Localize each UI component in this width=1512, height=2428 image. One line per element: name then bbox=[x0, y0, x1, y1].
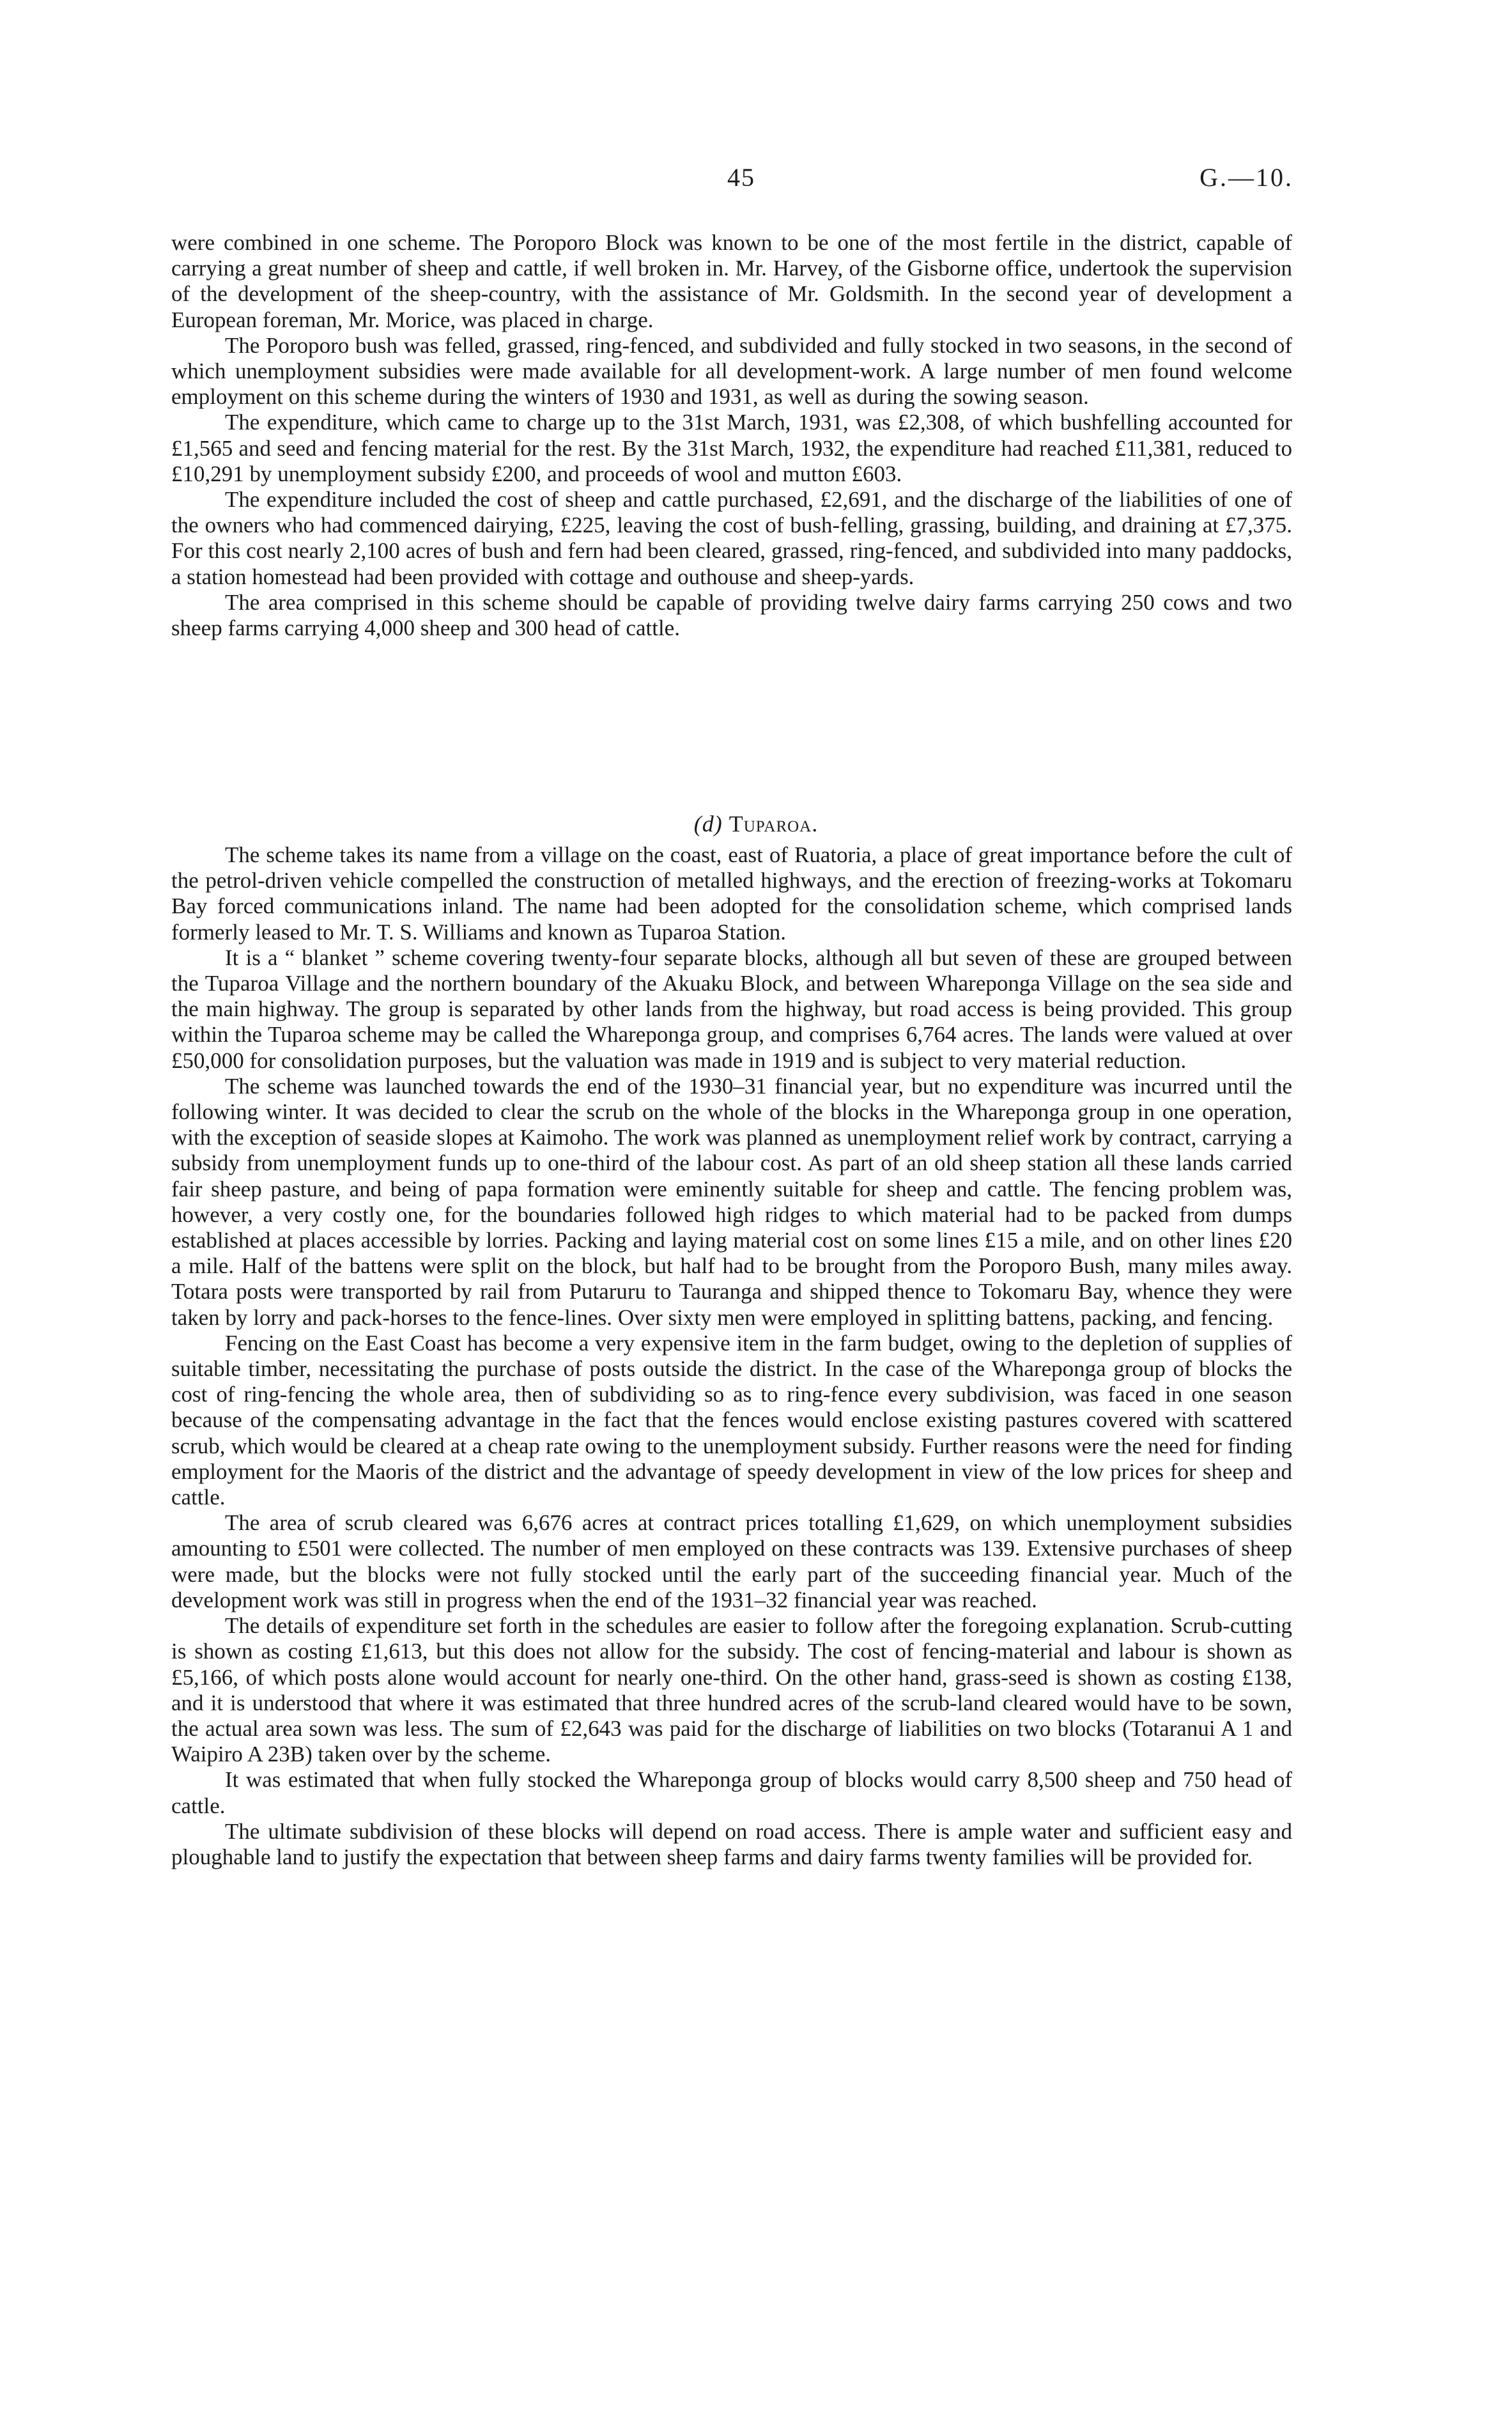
page-number: 45 bbox=[727, 163, 755, 192]
tuparoa-section-body bbox=[171, 842, 1292, 1870]
paragraph: The scheme takes its name from a village on the coast, east of Ruatoria, a place of great importance before the cult of the petrol-driven vehicle compelled the construction of metalled highways, and the erection of freezing-works at Tokomaru Bay forced communications inland. The name had been adopted for the consolidation scheme, which comprised lands formerly leased to Mr. T. S. Williams and known as Tuparoa Station. bbox=[171, 842, 1292, 945]
section-heading bbox=[0, 810, 1512, 837]
section-title: Tuparoa. bbox=[729, 811, 819, 837]
section-letter: (d) bbox=[693, 811, 723, 837]
paragraph: were combined in one scheme. The Poroporo Block was known to be one of the most fertile in the district, capable of carrying a great number of sheep and cattle, if well broken in. Mr. Harvey, of the Gisborne office, undertook the supervision of the development of the sheep-country, with the assistance of Mr. Goldsmith. In the second year of development a European foreman, Mr. Morice, was placed in charge. bbox=[171, 230, 1292, 332]
paragraph: The details of expenditure set forth in the schedules are easier to follow after the foregoing explanation. Scrub-cutting is shown as costing £1,613, but this does not allow for the subsidy. The cost of fencing-material and labour is shown as £5,166, of which posts alone would account for nearly one-third. On the other hand, grass-seed is shown as costing £138, and it is understood that where it was estimated that three hundred acres of the scrub-land cleared would have to be sown, the actual area sown was less. The sum of £2,643 was paid for the discharge of liabilities on two blocks (Totaranui A 1 and Waipiro A 23B) taken over by the scheme. bbox=[171, 1613, 1292, 1767]
paragraph: The area comprised in this scheme should be capable of providing twelve dairy farms carrying 250 cows and two sheep farms carrying 4,000 sheep and 300 head of cattle. bbox=[171, 589, 1292, 641]
paragraph: The expenditure included the cost of sheep and cattle purchased, £2,691, and the discharge of the liabilities of one of the owners who had commenced dairying, £225, leaving the cost of bush-felling, grassing, building, and draining at £7,375. For this cost nearly 2,100 acres of bush and fern had been cleared, grassed, ring-fenced, and subdivided into many paddocks, a station homestead had been provided with cottage and outhouse and sheep-yards. bbox=[171, 487, 1292, 589]
paragraph: Fencing on the East Coast has become a very expensive item in the farm budget, owing to the depletion of supplies of suitable timber, necessitating the purchase of posts outside the district. In the case of the Whareponga group of blocks the cost of ring-fencing the whole area, then of subdividing so as to ring-fence every subdivision, was faced in one season because of the compensating advantage in the fact that the fences would enclose existing pastures covered with scattered scrub, which would be cleared at a cheap rate owing to the unemployment subsidy. Further reasons were the need for finding employment for the Maoris of the district and the advantage of speedy development in view of the low prices for sheep and cattle. bbox=[171, 1330, 1292, 1510]
paragraph: It is a “ blanket ” scheme covering twenty-four separate blocks, although all but seven of these are grouped between the Tuparoa Village and the northern boundary of the Akuaku Block, and between Whareponga Village on the sea side and the main highway. The group is separated by other lands from the highway, but road access is being provided. This group within the Tuparoa scheme may be called the Whareponga group, and comprises 6,764 acres. The lands were valued at over £50,000 for consolidation purposes, but the valuation was made in 1919 and is subject to very material reduction. bbox=[171, 945, 1292, 1073]
paragraph: The scheme was launched towards the end of the 1930–31 financial year, but no expenditure was incurred until the following winter. It was decided to clear the scrub on the whole of the blocks in the Whareponga group in one operation, with the exception of seaside slopes at Kaimoho. The work was planned as unemployment relief work by contract, carrying a subsidy from unemployment funds up to one-third of the labour cost. As part of an old sheep station all these lands carried fair sheep pasture, and being of papa formation were eminently suitable for sheep and cattle. The fencing problem was, however, a very costly one, for the boundaries followed high ridges to which material had to be packed from dumps established at places accessible by lorries. Packing and laying material cost on some lines £15 a mile, and on other lines £20 a mile. Half of the battens were split on the block, but half had to be brought from the Poroporo Bush, many miles away. Totara posts were transported by rail from Putaruru to Tauranga and shipped thence to Tokomaru Bay, whence they were taken by lorry and pack-horses to the fence-lines. Over sixty men were employed in splitting battens, packing, and fencing. bbox=[171, 1073, 1292, 1330]
paragraph: The area of scrub cleared was 6,676 acres at contract prices totalling £1,629, on which unemployment subsidies amounting to £501 were collected. The number of men employed on these contracts was 139. Extensive purchases of sheep were made, but the blocks were not fully stocked until the early part of the succeeding financial year. Much of the development work was still in progress when the end of the 1931–32 financial year was reached. bbox=[171, 1510, 1292, 1612]
paragraph: It was estimated that when fully stocked the Whareponga group of blocks would carry 8,500 sheep and 750 head of cattle. bbox=[171, 1767, 1292, 1818]
paragraph: The Poroporo bush was felled, grassed, ring-fenced, and subdivided and fully stocked in two seasons, in the second of which unemployment subsidies were made available for all development-work. A large number of men found welcome employment on this scheme during the winters of 1930 and 1931, as well as during the sowing season. bbox=[171, 332, 1292, 410]
document-reference: G.—10. bbox=[1200, 163, 1293, 192]
paragraph: The expenditure, which came to charge up to the 31st March, 1931, was £2,308, of which bushfelling accounted for £1,565 and seed and fencing material for the rest. By the 31st March, 1932, the expenditure had reached £11,381, reduced to £10,291 by unemployment subsidy £200, and proceeds of wool and mutton £603. bbox=[171, 410, 1292, 486]
poroporo-continuation bbox=[171, 230, 1292, 641]
paragraph: The ultimate subdivision of these blocks will depend on road access. There is ample water and sufficient easy and ploughable land to justify the expectation that between sheep farms and dairy farms twenty families will be provided for. bbox=[171, 1818, 1292, 1869]
